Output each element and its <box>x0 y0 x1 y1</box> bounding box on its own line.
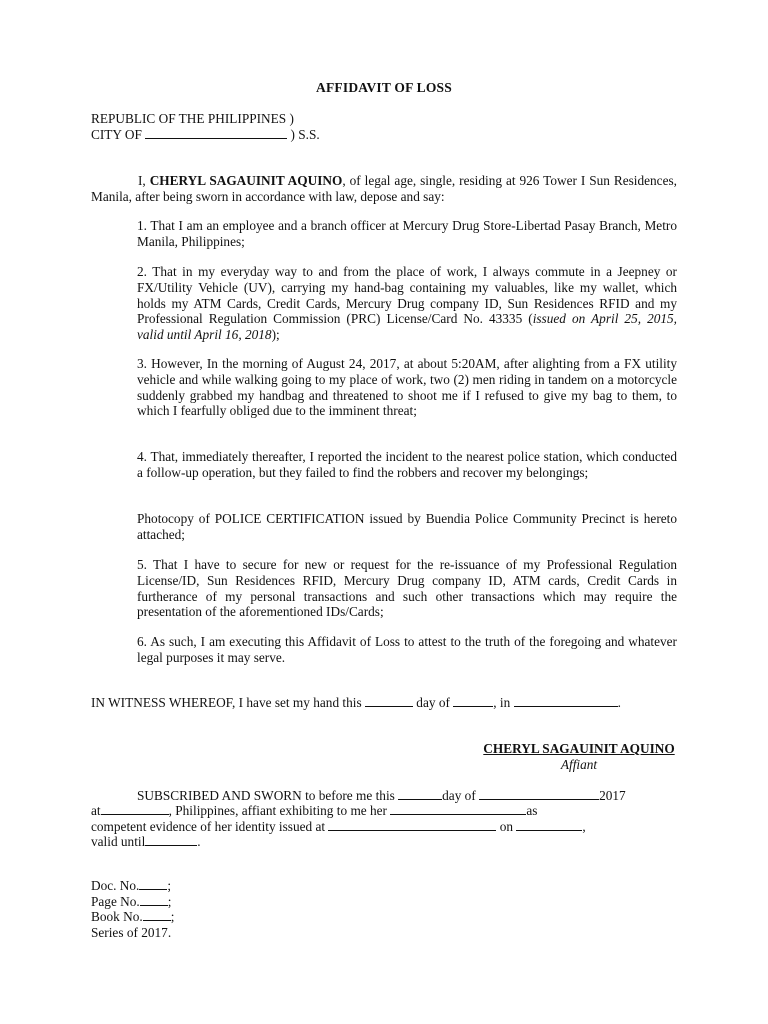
item-2 <box>137 264 677 343</box>
city-blank <box>145 127 287 139</box>
doc-no-line <box>91 878 174 894</box>
book-no-suffix: ; <box>170 909 175 924</box>
page-no-label: Page No. <box>91 893 140 909</box>
jurat-year: 2017 <box>599 788 626 803</box>
jurat-line-2 <box>91 803 537 819</box>
witness-month-blank <box>453 695 493 707</box>
city-prefix: CITY OF <box>91 127 142 142</box>
witness-line <box>91 695 621 711</box>
item-2-license-dates: issued on April 25, 2015, valid until April 16, 2018 <box>137 311 677 343</box>
republic-line: REPUBLIC OF THE PHILIPPINES ) <box>91 111 294 126</box>
jurat-text-h: on <box>499 819 514 834</box>
jurat-text-i: , <box>582 819 586 834</box>
doc-no-label: Doc. No. <box>91 878 140 893</box>
item-4: 4. That, immediately thereafter, I reported the incident to the nearest police station, which conducted a follow-up operation, but they failed to find the robbers and recover my belongings; <box>137 449 677 480</box>
jurat-line-3 <box>91 819 586 835</box>
affiant-name: CHERYL SAGAUINIT AQUINO <box>149 173 343 188</box>
witness-day-blank <box>365 695 413 707</box>
item-2-main: 2. That in my everyday way to and from the place of work, I always commute in a Jeepney or FX/Utility Vehicle (UV), carrying my hand-bag containing my valuables, like my wallet, which holds my ATM Cards, Credit Cards, Mercury Drug company ID, Sun Residences RFID and my Professional Regulation Commission (PRC) License/Card No. 43335 ( <box>137 264 677 327</box>
jurat-text-a: SUBSCRIBED AND SWORN to before me this <box>137 788 395 803</box>
witness-place-blank <box>514 695 618 707</box>
witness-text-4: . <box>617 695 621 710</box>
signature-role: Affiant <box>560 757 598 772</box>
doc-no-suffix: ; <box>167 878 172 893</box>
jurat-text-g: competent evidence of her identity issued at <box>91 819 326 834</box>
notarial-register <box>91 878 174 940</box>
jurat-text-d: at <box>91 803 101 818</box>
item-5: 5. That I have to secure for new or request for the re-issuance of my Professional Regulation License/ID, Sun Residences RFID, Mercury Drug company ID, ATM cards, Credit Cards in furtherance of my personal transactions and such other transactions which may require the presentation of the aforementioned IDs/Cards; <box>137 557 677 620</box>
item-6: 6. As such, I am executing this Affidavit of Loss to attest to the truth of the foregoing and whatever legal purposes it may serve. <box>137 634 677 665</box>
page-no-suffix: ; <box>167 893 172 909</box>
book-no-line <box>91 909 174 925</box>
jurat-text-k: . <box>197 834 201 849</box>
doc-no-blank <box>139 878 167 890</box>
book-no-blank <box>143 909 171 921</box>
witness-text-1: IN WITNESS WHEREOF, I have set my hand this <box>91 695 362 710</box>
document-title: AFFIDAVIT OF LOSS <box>316 80 452 95</box>
jurat-line-1 <box>137 788 626 804</box>
intro-prefix: I, <box>138 173 150 188</box>
jurat-text-j: valid until <box>91 834 146 849</box>
jurat-text-e: , Philippines, affiant exhibiting to me her <box>168 803 387 818</box>
item-3: 3. However, In the morning of August 24, 2017, at about 5:20AM, after alighting from a FX utility vehicle and while walking going to my place of work, two (2) men riding in tandem on a motorcycle suddenly grabbed my handbag and threatened to shoot me if I refused to give my bag to them, to which I fearfully obliged due to the imminent threat; <box>137 356 677 419</box>
jurat-valid-blank <box>145 834 197 846</box>
book-no-label: Book No. <box>91 909 143 924</box>
jurat-issued-at-blank <box>328 819 496 831</box>
witness-text-3: , in <box>493 695 511 710</box>
jurat-line-4 <box>91 834 201 850</box>
intro-paragraph <box>91 173 677 205</box>
photocopy-note: Photocopy of POLICE CERTIFICATION issued by Buendia Police Community Precinct is hereto attached; <box>137 511 677 542</box>
jurat-place-blank <box>101 803 169 815</box>
page-no-blank <box>140 894 168 906</box>
jurat-text-f: as <box>526 803 538 818</box>
signature-name: CHERYL SAGAUINIT AQUINO <box>483 741 675 756</box>
series-line: Series of 2017. <box>91 924 172 940</box>
jurat-text-b: day of <box>442 788 476 803</box>
city-line <box>91 127 320 143</box>
city-suffix: ) S.S. <box>290 127 320 142</box>
jurat-id-blank <box>390 803 526 815</box>
item-2-end: ); <box>271 327 280 343</box>
jurat-day-blank <box>398 788 442 800</box>
signature-block <box>464 741 694 773</box>
jurat-on-blank <box>516 819 582 831</box>
witness-text-2: day of <box>416 695 450 710</box>
intro-rest: , of legal age, single, residing at 926 Tower I Sun Residences, Manila, after being sworn in accordance with law, depose and say: <box>91 173 677 204</box>
jurat-month-blank <box>479 788 599 800</box>
page-no-line <box>91 894 174 910</box>
item-1: 1. That I am an employee and a branch officer at Mercury Drug Store-Libertad Pasay Branch, Metro Manila, Philippines; <box>137 218 677 249</box>
